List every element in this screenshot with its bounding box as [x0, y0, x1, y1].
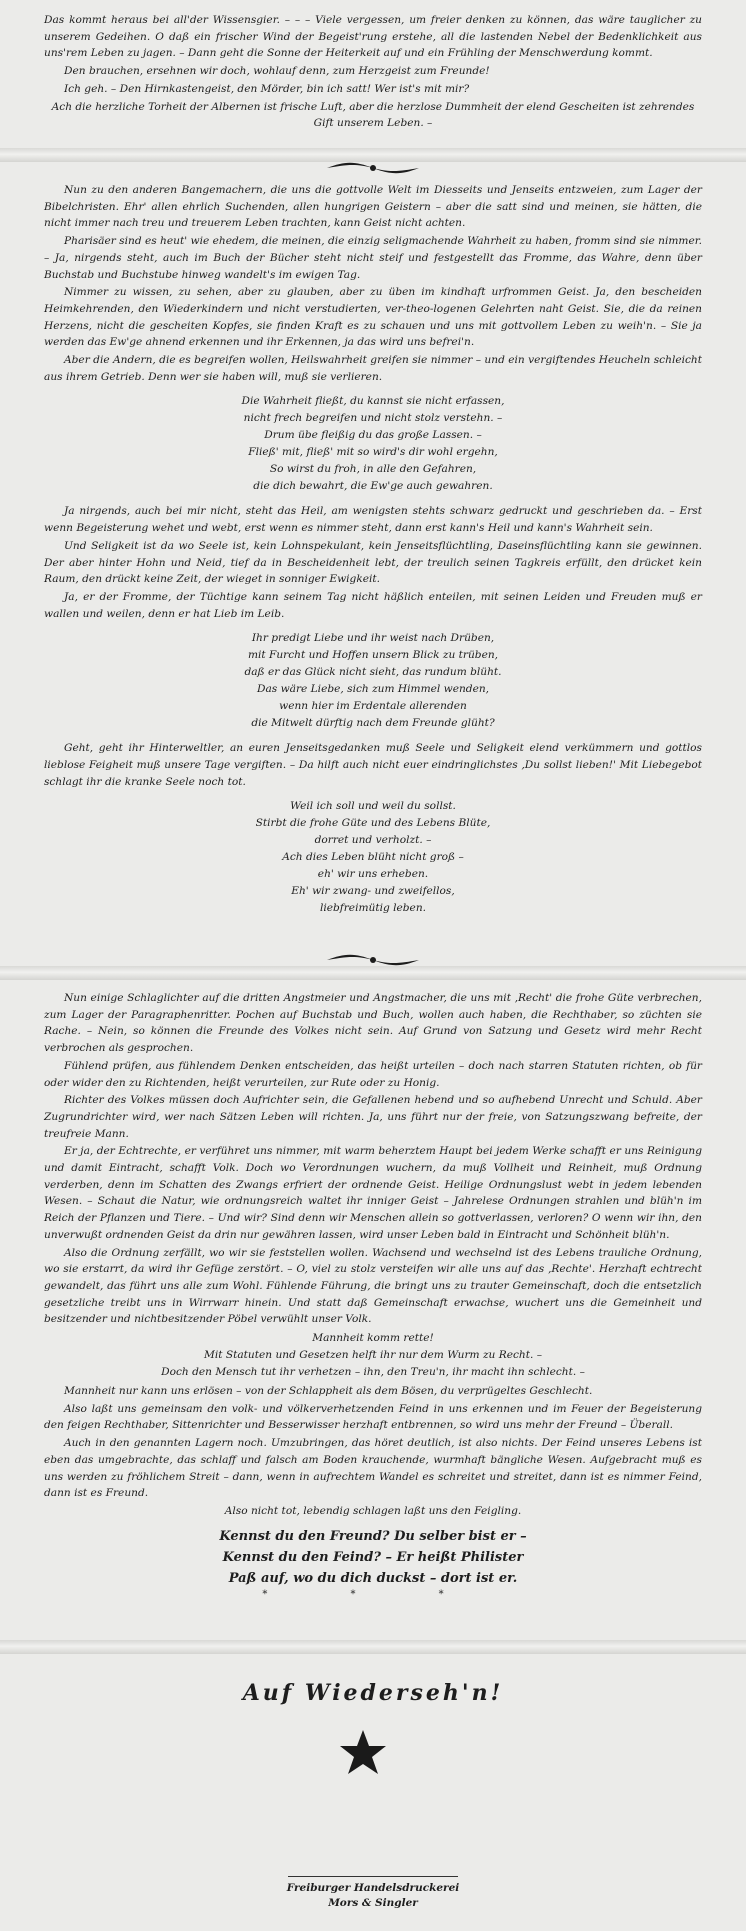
paragraph: Also nicht tot, lebendig schlagen laßt uns den Feigling.: [224, 1504, 522, 1517]
verse-line: Weil ich soll und weil du sollst.: [290, 800, 456, 813]
imprint-rule: [288, 1876, 458, 1877]
verse-liebe: [44, 630, 702, 732]
center-lines: [44, 1330, 702, 1381]
verse-line: wenn hier im Erdentale allerenden: [279, 700, 467, 713]
verse-line: Das wäre Liebe, sich zum Himmel wenden,: [256, 683, 490, 696]
verse-wahrheit: [44, 393, 702, 495]
verse-line: Mannheit komm rette!: [312, 1332, 434, 1345]
paragraph: Den brauchen, ersehnen wir doch, wohlauf denn, zum Herzgeist zum Freunde!: [64, 65, 490, 78]
paragraph: Also die Ordnung zerfällt, wo wir sie feststellen wollen. Wachsend und wechselnd ist des Lebens trauliche Ordnung, wo sie erstarrt, da wird ihr Gefüge zerstört. – O, viel zu stolz versteifen wir alle uns auf das ‚Rechte'. Herzhaft echtrecht gewandelt, das führt uns alle zum Wohl. Fühlende Führung, die bringt uns zu trauter Gemeinschaft, doch die entsetzlich gesetzliche treibt uns in Wirrwarr hinein. Und statt daß Gemeinschaft erwachse, wuchert uns die Gemeinheit und besitzender und nichtbesitzender Pöbel verwühlt unser Volk.: [44, 1246, 702, 1326]
paragraph: Nimmer zu wissen, zu sehen, aber zu glauben, aber zu üben im kindhaft urfrommen Geist. Ja, den bescheiden Heimkehrenden, den Wiederkindern und nicht verstudierten, ver-theo-logenen Gelehrten naht Geist. Sie, die da reinen Herzens, nicht die gescheiten Kopfes, sie finden Kraft es zu schauen und uns mit gottvollem Leben zu weih'n. – Sie ja werden das Ew'ge ahnend erkennen und ihr Erkennen, ja das wird uns befrei'n.: [44, 286, 702, 349]
verse-line: liebfreimütig leben.: [319, 902, 427, 915]
farewell-heading: Auf Wiederseh'n!: [242, 1680, 504, 1706]
section-bibelchristen: [44, 182, 702, 925]
verse-line: die Mitwelt dürftig nach dem Freunde glüht?: [251, 717, 495, 730]
star-icon: [338, 1728, 388, 1780]
paragraph: Mannheit nur kann uns erlösen – von der Schlappheit als dem Bösen, du verprügeltes Geschlecht.: [64, 1385, 593, 1398]
closing-slogan: [44, 1526, 702, 1589]
paragraph: Ja nirgends, auch bei mir nicht, steht das Heil, am wenigsten stehts schwarz gedruckt und geschrieben da. – Erst wenn Begeisterung wehet und webt, erst wenn es nimmer steht, dann erst kann's Heil und kann's Wahrheit sein.: [44, 505, 702, 535]
paragraph: Ich geh. – Den Hirnkastengeist, den Mörder, bin ich satt! Wer ist's mit mir?: [64, 82, 470, 95]
paragraph: Er ja, der Echtrechte, er verführet uns nimmer, mit warm beherztem Haupt bei jedem Werke schafft er uns Reinigung und damit Eintracht, schafft Volk. Doch wo Verordnungen wuchern, da muß Vollheit und Reinheit, muß Ordnung verderben, denn im Schatten des Zwangs erfriert der ordnende Geist. Heilige Ordnungslust webt in jedem lebenden Wesen. – Schaut die Natur, wie ordnungsreich waltet ihr inniger Geist – Jahrelese Ordnungen strahlen und blüh'n im Reich der Pflanzen und Tiere. – Und wir? Sind denn wir Menschen allein so gottverlassen, verloren? O wenn wir ihn, den unverwußt ordnenden Geist da drin nur gewähren lassen, wird unser Leben bald in Eintracht und Schönheit blüh'n.: [44, 1145, 702, 1241]
fleuron-divider-icon: [0, 160, 746, 179]
paragraph: Fühlend prüfen, aus fühlendem Denken entscheiden, das heißt urteilen – doch nach starren Statuten richten, ob für oder wider den zu Richtenden, heißt verurteilen, zur Rute oder zu Honig.: [44, 1059, 702, 1089]
paragraph: Richter des Volkes müssen doch Aufrichter sein, die Gefallenen hebend und so aufhebend Unrecht und Schuld. Aber Zugrundrichter wird, wer nach Sätzen Leben will richten. Ja, uns führt nur der freie, von Satzungszwang befreite, der treufreie Mann.: [44, 1094, 702, 1140]
verse-line: daß er das Glück nicht sieht, das rundum blüht.: [244, 666, 502, 679]
verse-line: Mit Statuten und Gesetzen helft ihr nur dem Wurm zu Recht. –: [203, 1349, 543, 1362]
paragraph: Das kommt heraus bei all'der Wissensgier. – – – Viele vergessen, um freier denken zu können, das wäre tauglicher zu unserem Gedeihen. O daß ein frischer Wind der Begeist'rung erstehe, all die lastenden Nebel der Bedenklichkeit aus uns'rem Leben zu jagen. – Dann geht die Sonne der Heiterkeit auf und ein Frühling der Menschwerdung kommt.: [44, 14, 702, 60]
paragraph: Und Seligkeit ist da wo Seele ist, kein Lohnspekulant, kein Jenseitsflüchtling, Daseinsflüchtling kann sie gewinnen. Der aber hinter Hohn und Neid, tief da in Bescheidenheit lebt, der treulich seinen Tagkreis erfüllt, den drücket kein Raum, den drückt keine Zeit, der wieget in sonniger Ewigkeit.: [44, 539, 702, 586]
section-paragraphenritter: [44, 990, 702, 1600]
verse-line: Doch den Mensch tut ihr verhetzen – ihn, den Treu'n, ihr macht ihn schlecht. –: [161, 1366, 585, 1379]
verse-line: Eh' wir zwang- und zweifellos,: [291, 885, 455, 898]
printer-owners: Mors & Singler: [328, 1897, 418, 1909]
verse-line: nicht frech begreifen und nicht stolz verstehn. –: [243, 412, 503, 425]
paragraph: Aber die Andern, die es begreifen wollen, Heilswahrheit greifen sie nimmer – und ein vergiftendes Heucheln schleicht aus ihrem Getrieb. Denn wer sie haben will, muß sie verlieren.: [44, 354, 702, 383]
slogan-line: Kennst du den Freund? Du selber bist er –: [219, 1528, 527, 1544]
verse-line: Ihr predigt Liebe und ihr weist nach Drüben,: [251, 632, 495, 645]
verse-line: eh' wir uns erheben.: [317, 868, 429, 881]
section-wissensgier: [44, 12, 702, 133]
paragraph: Pharisäer sind es heut' wie ehedem, die meinen, die einzig seligmachende Wahrheit zu haben, fromm sind sie nimmer. – Ja, nirgends steht, auch im Buch der Bücher steht nicht steif und festgestellt das Fromme, das Wahre, denn über Buchstab und Buchstube hinweg wandelt's im ewigen Tag.: [44, 235, 702, 281]
paper-fold: [0, 1640, 746, 1654]
verse-line: Stirbt die frohe Güte und des Lebens Blüte,: [255, 817, 491, 830]
verse-line: Die Wahrheit fließt, du kannst sie nicht erfassen,: [241, 395, 505, 408]
paragraph: Ach die herzliche Torheit der Albernen ist frische Luft, aber die herzlose Dummheit der elend Gescheiten ist zehrendes Gift unserem Leben. –: [51, 100, 695, 130]
paragraph: Auch in den genannten Lagern noch. Umzubringen, das höret deutlich, ist also nichts. Der Feind unseres Lebens ist eben das umgebrachte, das schlaff und falsch am Boden krauchende, wurmhaft bängliche Wesen. Aufgebracht muß es uns werden zu fröhlichem Streit – dann, wenn in aufrechtem Wandel es schreitet und streitet, dann ist es nimmer Feind, dann ist es Freund.: [44, 1437, 702, 1500]
paragraph: Nun zu den anderen Bangemachern, die uns die gottvolle Welt im Diesseits und Jenseits entzweien, zum Lager der Bibelchristen. Ehr' allen ehrlich Suchenden, allen hungrigen Geistern – aber die satt sind und meinen, sie hätten, die nicht immer nach treu und treuerem Leben trachten, kann Geist nicht achten.: [44, 184, 702, 230]
paragraph: Ja, er der Fromme, der Tüchtige kann seinem Tag nicht häßlich enteilen, mit seinen Leiden und Freuden muß er wallen und weilen, denn er hat Lieb im Leib.: [44, 590, 702, 620]
verse-line: dorret und verholzt. –: [314, 834, 432, 847]
fleuron-divider-icon: [0, 952, 746, 971]
verse-line: die dich bewahrt, die Ew'ge auch gewahren.: [253, 480, 493, 493]
verse-sollen: [44, 798, 702, 917]
verse-line: Fließ' mit, fließ' mit so wird's dir wohl ergehn,: [248, 446, 498, 459]
slogan-line: Kennst du den Feind? – Er heißt Philister: [222, 1549, 524, 1565]
printer-imprint: [0, 1876, 746, 1911]
asterism: * * *: [262, 1588, 484, 1600]
paragraph: Nun einige Schlaglichter auf die dritten Angstmeier und Angstmacher, die uns mit ‚Recht' die frohe Güte verbrechen, zum Lager der Paragraphenritter. Pochen auf Buchstab und Buch, wollen auch haben, die Rechthaber, so züchten sie Rache. – Nein, so können die Freunde des Volkes nicht sein. Auf Grund von Satzung und Gesetz wird mehr Recht verbrochen als gesprochen.: [44, 992, 702, 1055]
printer-name: Freiburger Handelsdruckerei: [286, 1882, 460, 1894]
verse-line: Ach dies Leben blüht nicht groß –: [282, 851, 464, 864]
slogan-line: Paß auf, wo du dich duckst – dort ist er.: [228, 1570, 518, 1586]
verse-line: So wirst du froh, in alle den Gefahren,: [269, 463, 477, 476]
paragraph: Geht, geht ihr Hinterweltler, an euren Jenseitsgedanken muß Seele und Seligkeit elend verkümmern und gottlos lieblose Feigheit muß unsere Tage vergiften. – Da hilft auch nicht euer eindringlichstes ‚Du sollst lieben!' Mit Liebegebot schlagt ihr die kranke Seele noch tot.: [44, 742, 702, 788]
paragraph: Also laßt uns gemeinsam den volk- und völkerverhetzenden Feind in uns erkennen und im Feuer der Begeisterung den feigen Rechthaber, Sittenrichter und Besserwisser herzhaft entbrennen, so wird uns mehr der Freund – Überall.: [44, 1402, 702, 1432]
verse-line: Drum übe fleißig du das große Lassen. –: [264, 429, 482, 442]
verse-line: mit Furcht und Hoffen unsern Blick zu trüben,: [247, 649, 499, 662]
